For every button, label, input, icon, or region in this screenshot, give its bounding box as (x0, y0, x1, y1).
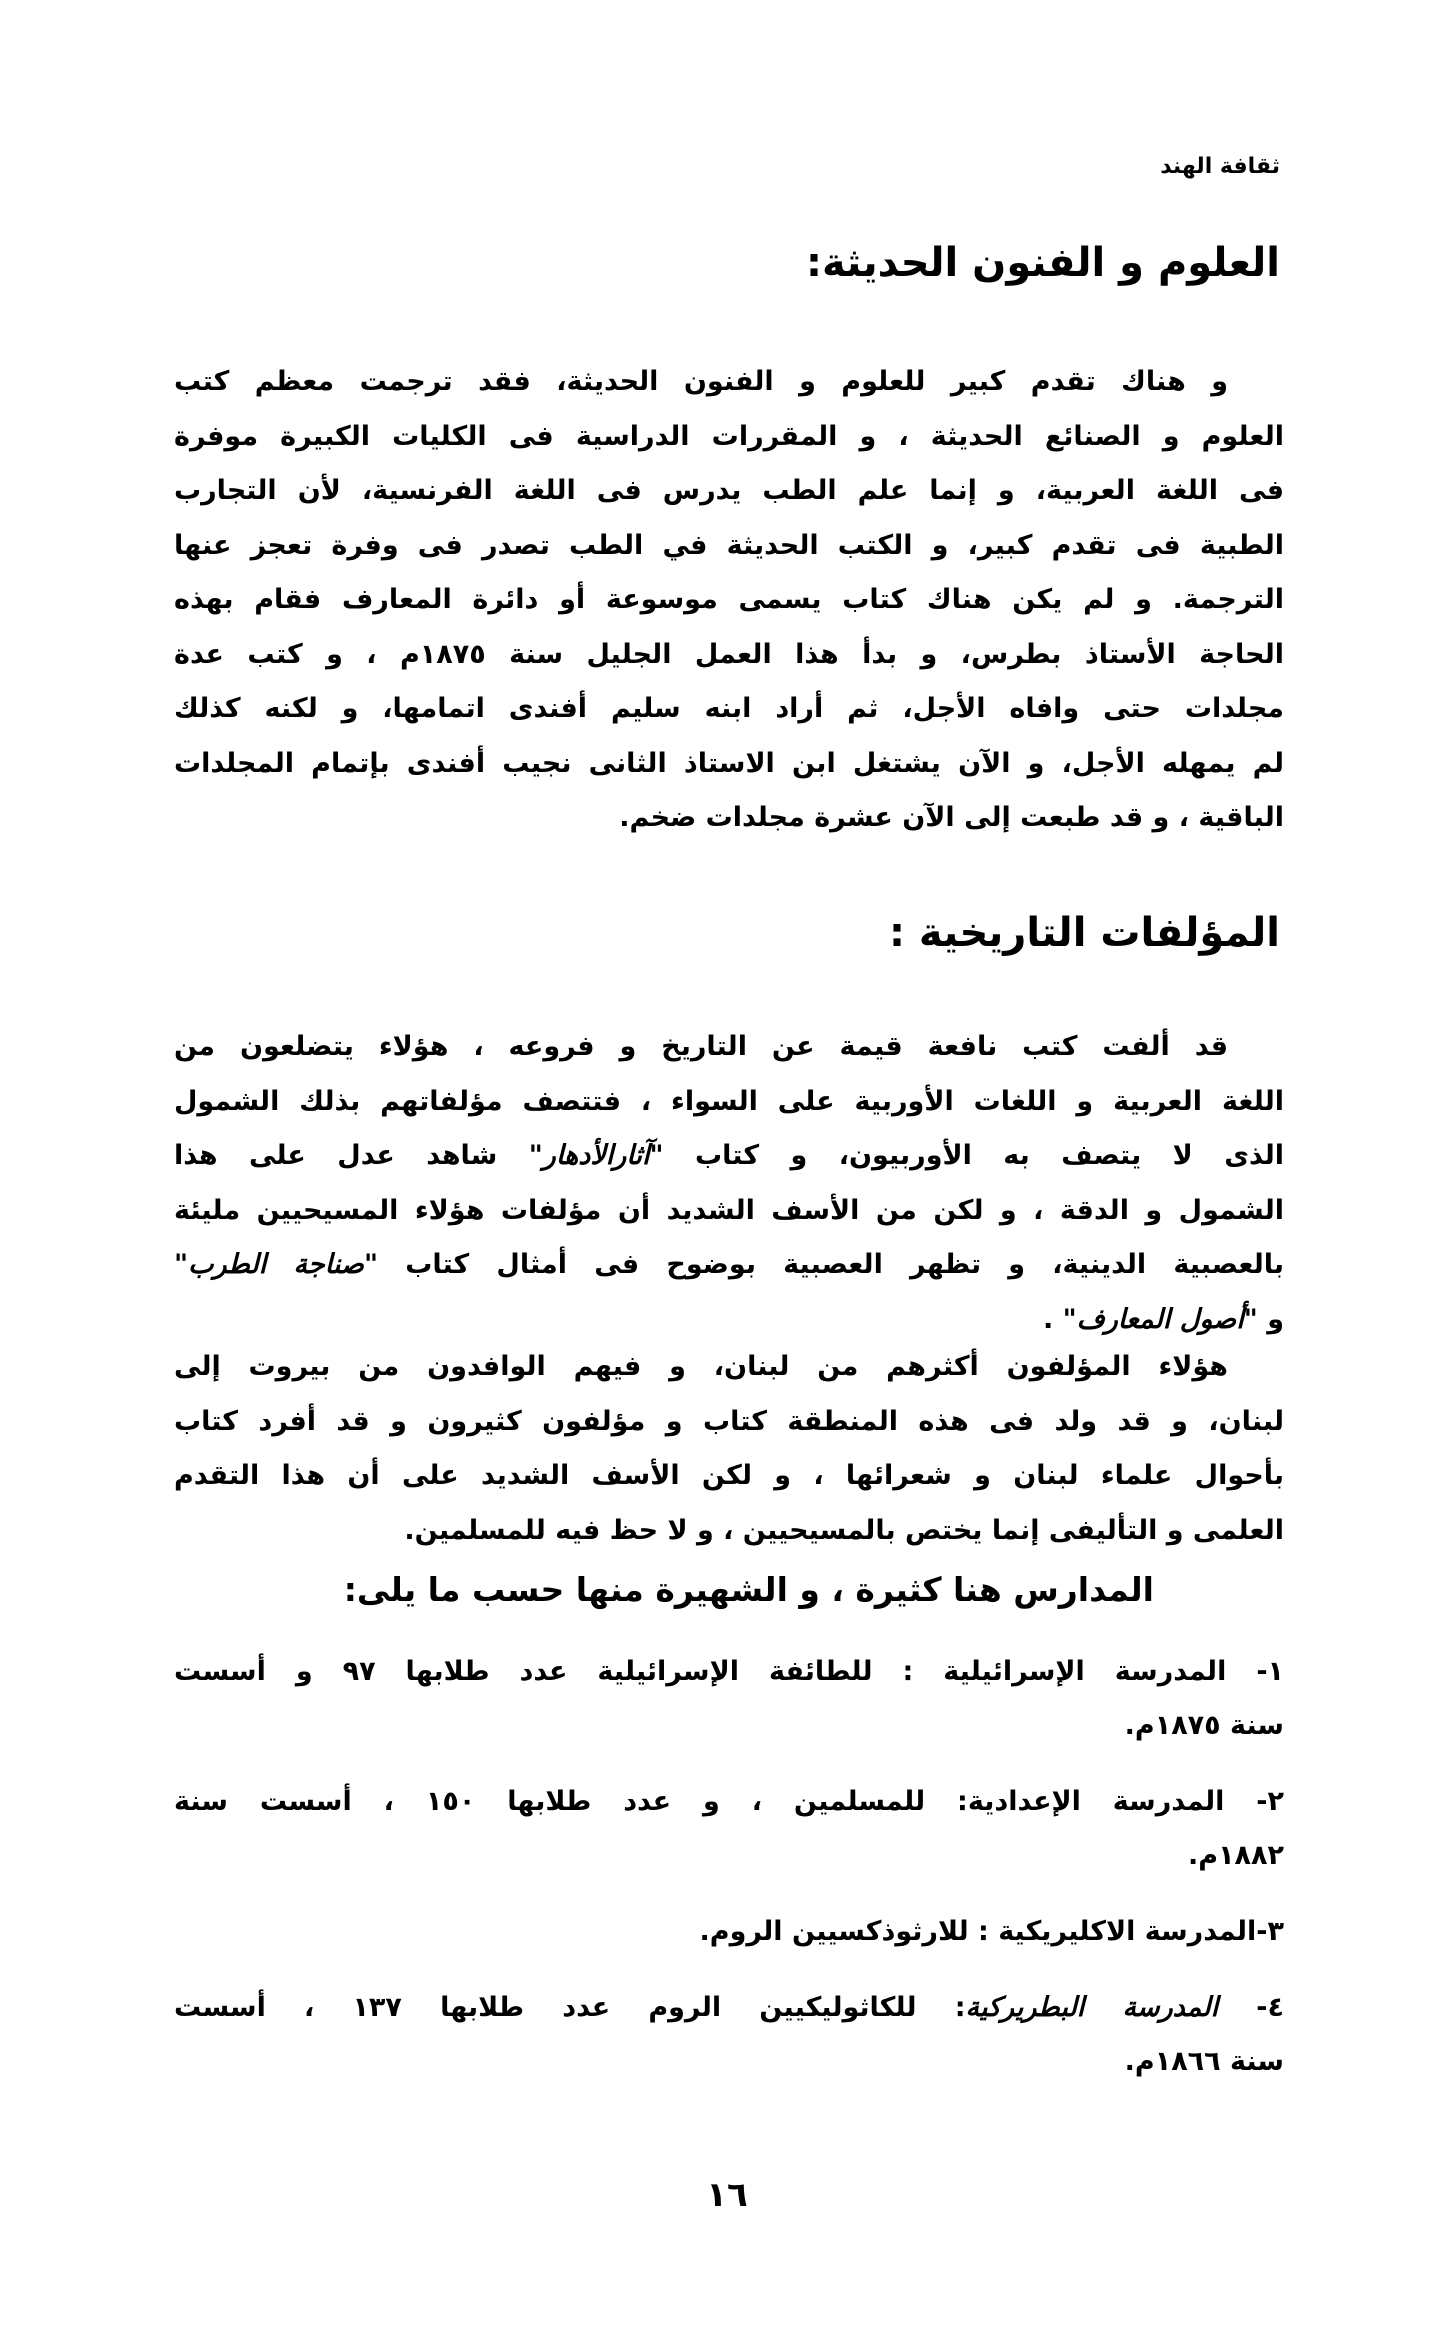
schools-heading: المدارس هنا كثيرة ، و الشهيرة منها حسب ما يلى: (343, 1570, 1154, 1609)
text-line (174, 1981, 1284, 2035)
school-details: : للطائفة الإسرائيلية عدد طلابها ٩٧ و أسست (174, 1656, 944, 1687)
section-title-modern-sciences: العلوم و الفنون الحديثة: (805, 240, 1280, 286)
section-title-historical-works: المؤلفات التاريخية : (888, 910, 1280, 956)
text-line (174, 1129, 1284, 1184)
page-number: ١٦ (706, 2175, 748, 2215)
list-item-school-2 (174, 1775, 1284, 1883)
text-line: قد ألفت كتب نافعة قيمة عن التاريخ و فروعه ، هؤلاء يتضلعون من (174, 1031, 1228, 1062)
text-line: لبنان، و قد ولد فى هذه المنطقة كتاب و مؤلفون كثيرون و قد أفرد كتاب (174, 1405, 1284, 1437)
paragraph-historical-works (174, 1020, 1284, 1347)
text-line (174, 1238, 1284, 1293)
school-details: : للكاثوليكيين الروم عدد طلابها ١٣٧ ، أسست (174, 1992, 966, 2023)
list-item-school-1 (174, 1645, 1284, 1753)
text-line: سنة ١٨٧٥م. (1124, 1710, 1284, 1741)
text-line: الحاجة الأستاذ بطرس، و بدأ هذا العمل الجليل سنة ١٨٧٥م ، و كتب عدة (174, 638, 1285, 670)
text-line (174, 1775, 1284, 1829)
list-number: ٤- (1256, 1992, 1284, 2023)
list-number: ٢- (1256, 1786, 1284, 1817)
book-title-usul-almaarif: "أصول المعارف" (1062, 1303, 1258, 1335)
text-line: ١٨٨٢م. (1188, 1840, 1284, 1871)
text-line: سنة ١٨٦٦م. (1124, 2046, 1284, 2077)
school-name: المدرسة الإسرائيلية (943, 1656, 1227, 1687)
text-line (174, 1905, 1284, 1959)
text-line: الباقية ، و قد طبعت إلى الآن عشرة مجلدات ضخم. (619, 802, 1284, 833)
text-line: اللغة العربية و اللغات الأوربية على السواء ، فتتصف مؤلفاتهم بذلك الشمول (174, 1085, 1284, 1117)
text-line: مجلدات حتى وافاه الأجل، ثم أراد ابنه سليم أفندى اتمامها، و لكنه كذلك (174, 693, 1284, 724)
list-item-school-3 (174, 1905, 1284, 1959)
list-item-school-4 (174, 1981, 1284, 2089)
book-title-sannajat-altarab: "صناجة الطرب" (174, 1249, 379, 1280)
text-line (174, 1645, 1284, 1699)
list-number: ٣- (1256, 1916, 1284, 1947)
text-segment: . (1042, 1303, 1063, 1335)
book-title-athar-aladhar: "آثارالأدهار" (528, 1140, 664, 1171)
text-line: و هناك تقدم كبير للعلوم و الفنون الحديثة، فقد ترجمت معظم كتب (174, 366, 1228, 397)
text-segment: و (1257, 1303, 1284, 1335)
school-name: المدرسة الاكليريكية (998, 1916, 1257, 1947)
school-name: المدرسة الإعدادية (967, 1786, 1225, 1817)
text-line: الترجمة. و لم يكن هناك كتاب يسمى موسوعة أو دائرة المعارف فقام بهذه (174, 584, 1284, 615)
text-line: هؤلاء المؤلفون أكثرهم من لبنان، و فيهم الوافدون من بيروت إلى (174, 1351, 1228, 1382)
school-details: : للمسلمين ، و عدد طلابها ١٥٠ ، أسست سنة (174, 1786, 968, 1817)
paragraph-lebanese-authors (174, 1340, 1284, 1558)
text-line: لم يمهله الأجل، و الآن يشتغل ابن الاستاذ الثانى نجيب أفندى بإتمام المجلدات (174, 747, 1284, 779)
text-line: بأحوال علماء لبنان و شعرائها ، و لكن الأسف الشديد على أن هذا التقدم (174, 1460, 1284, 1491)
text-line: الشمول و الدقة ، و لكن من الأسف الشديد أن مؤلفات هؤلاء المسيحيين مليئة (174, 1194, 1284, 1226)
school-details: : للارثوذكسيين الروم. (699, 1916, 999, 1947)
text-segment: شاهد عدل على هذا (174, 1140, 529, 1171)
text-line: فى اللغة العربية، و إنما علم الطب يدرس فى اللغة الفرنسية، لأن التجارب (174, 475, 1284, 506)
list-number: ١- (1256, 1656, 1285, 1687)
text-segment: بالعصبية الدينية، و تظهر العصبية بوضوح فى أمثال كتاب (378, 1249, 1284, 1280)
running-header: ثقافة الهند (1160, 154, 1280, 179)
text-line (174, 1293, 1284, 1348)
text-line: العلوم و الصنائع الحديثة ، و المقررات الدراسية فى الكليات الكبيرة موفرة (174, 420, 1284, 452)
text-line: الطبية فى تقدم كبير، و الكتب الحديثة في الطب تصدر فى وفرة تعجز عنها (174, 529, 1284, 561)
text-segment: الذى لا يتصف به الأوربيون، و كتاب (663, 1140, 1284, 1171)
paragraph-modern-sciences (174, 355, 1284, 846)
text-line: العلمى و التأليفى إنما يختص بالمسيحيين ، و لا حظ فيه للمسلمين. (404, 1514, 1284, 1546)
schools-list (174, 1645, 1284, 2111)
school-name: المدرسة البطريركية (965, 1992, 1219, 2023)
